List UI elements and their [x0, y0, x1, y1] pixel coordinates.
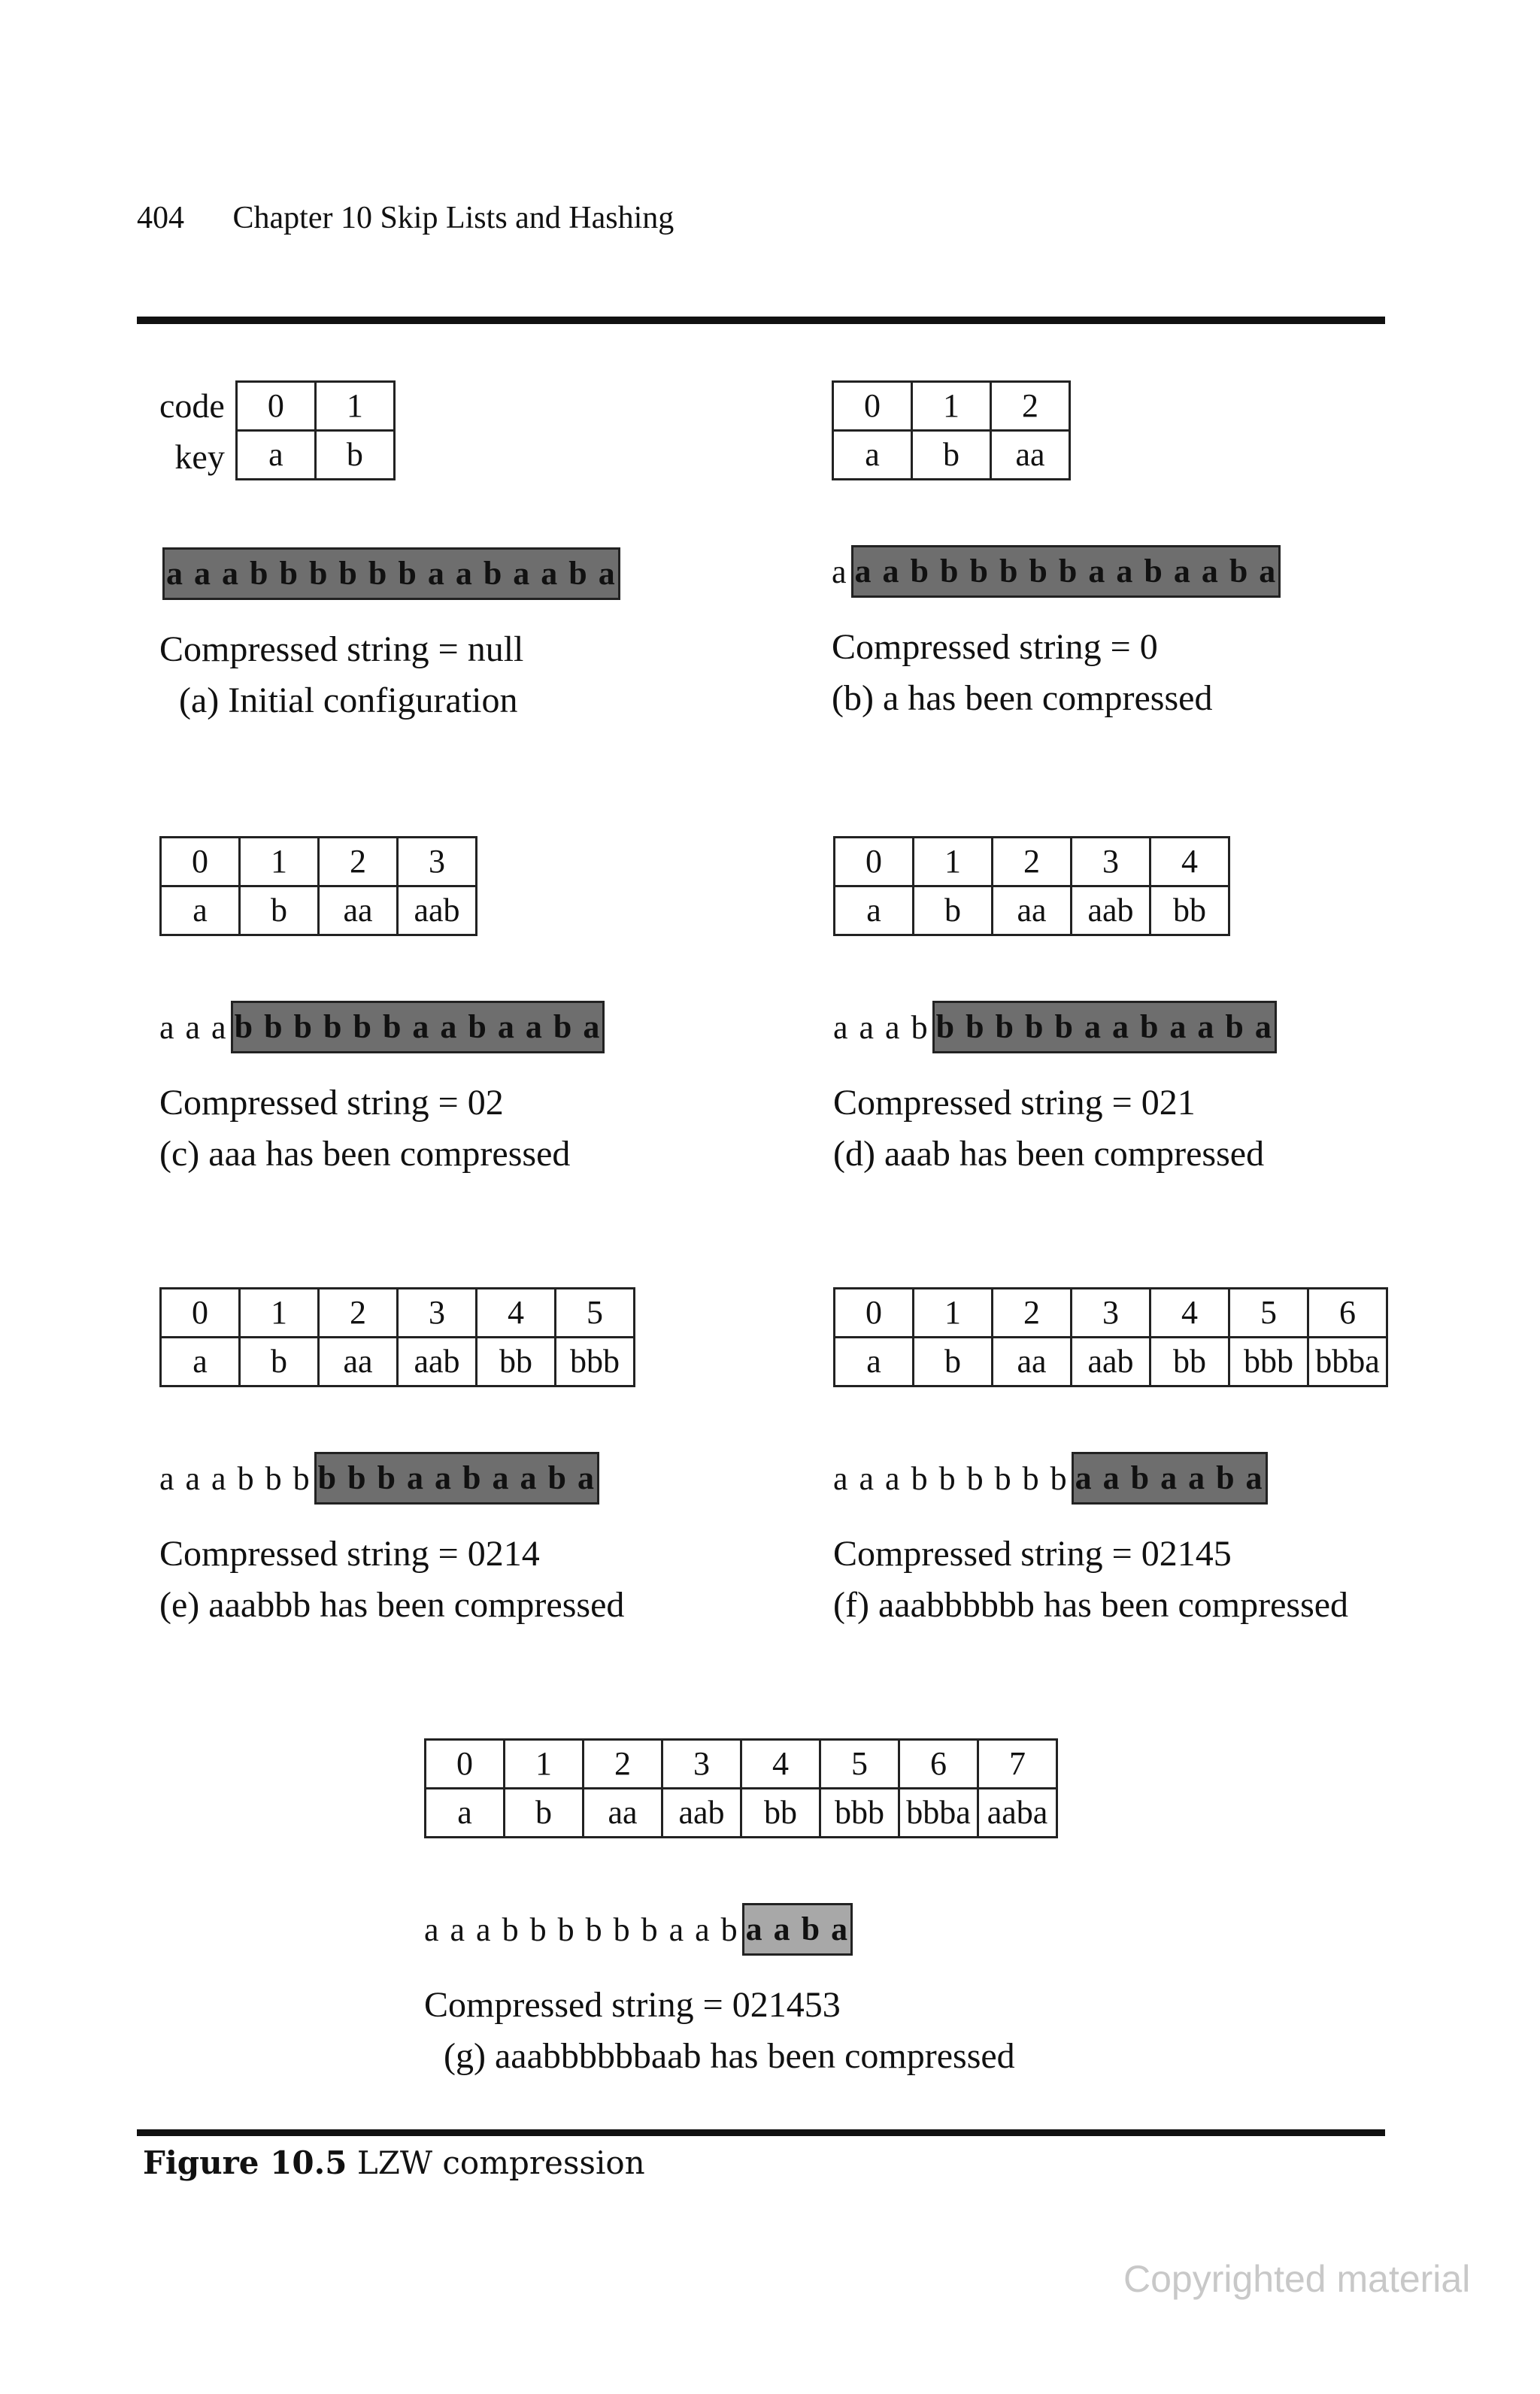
- code-cell: 3: [1072, 1289, 1150, 1338]
- code-cell: 0: [236, 382, 315, 431]
- key-cell: bbb: [1229, 1338, 1308, 1386]
- dictionary-block: [833, 836, 1277, 936]
- code-cell: 5: [556, 1289, 635, 1338]
- code-cell: 2: [584, 1740, 662, 1789]
- key-cell: aa: [319, 1338, 398, 1386]
- input-string: [159, 546, 620, 602]
- code-cell: 1: [912, 382, 991, 431]
- key-cell: a: [833, 431, 912, 480]
- dictionary-table: [235, 380, 396, 480]
- running-title: Chapter 10 Skip Lists and Hashing: [232, 201, 675, 235]
- code-cell: 6: [899, 1740, 978, 1789]
- key-cell: bb: [1150, 1338, 1229, 1386]
- key-cell: bb: [477, 1338, 556, 1386]
- subfigure-label: (d) aaab has been compressed: [833, 1134, 1265, 1174]
- panel-e: [159, 1287, 635, 1631]
- remaining-text: a a b a a b a: [1072, 1452, 1268, 1505]
- code-row: [835, 838, 1229, 886]
- key-cell: bbba: [1308, 1338, 1387, 1386]
- compressed-string: Compressed string = 021: [833, 1083, 1196, 1123]
- code-cell: 2: [319, 1289, 398, 1338]
- panel-caption: [833, 1529, 1388, 1631]
- panel-caption: [424, 1980, 1058, 2082]
- dictionary-table: [424, 1738, 1058, 1838]
- subfigure-label: (c) aaa has been compressed: [159, 1134, 571, 1174]
- code-cell: 1: [505, 1740, 584, 1789]
- dictionary-block: [159, 1287, 635, 1387]
- code-cell: 2: [319, 838, 398, 886]
- code-cell: 1: [914, 1289, 993, 1338]
- key-row: [426, 1789, 1057, 1838]
- figure-title: LZW compression: [356, 2144, 645, 2181]
- key-cell: b: [912, 431, 991, 480]
- code-cell: 1: [315, 382, 394, 431]
- code-row: [835, 1289, 1387, 1338]
- figure-number: Figure 10.5: [143, 2144, 347, 2181]
- key-cell: aab: [1072, 1338, 1150, 1386]
- compressed-string: Compressed string = null: [159, 629, 524, 669]
- dictionary-block: [159, 836, 605, 936]
- page-number: 404: [137, 201, 184, 235]
- consumed-text: a: [832, 553, 848, 590]
- subfigure-label: (e) aaabbb has been compressed: [159, 1585, 625, 1625]
- key-cell: aa: [993, 886, 1072, 935]
- dictionary-block: [159, 380, 620, 483]
- key-cell: aab: [1072, 886, 1150, 935]
- dictionary-table: [833, 836, 1230, 936]
- key-cell: a: [161, 1338, 240, 1386]
- key-cell: b: [240, 886, 319, 935]
- code-row: [161, 1289, 635, 1338]
- consumed-text: a a a b b b: [159, 1459, 311, 1497]
- compressed-string: Compressed string = 0214: [159, 1534, 540, 1574]
- bottom-rule: [137, 2129, 1385, 2136]
- row-labels: [159, 380, 225, 483]
- panel-g: [424, 1738, 1058, 2082]
- code-row: [236, 382, 394, 431]
- key-row: [835, 886, 1229, 935]
- subfigure-label: (f) aaabbbbbb has been compressed: [833, 1585, 1349, 1625]
- code-row: [833, 382, 1070, 431]
- remaining-text: b b b b b b a a b a a b a: [231, 1001, 605, 1053]
- code-cell: 0: [161, 838, 240, 886]
- key-cell: aab: [398, 886, 477, 935]
- panel-d: [833, 836, 1277, 1180]
- panel-caption: [833, 1077, 1277, 1180]
- code-cell: 7: [978, 1740, 1057, 1789]
- subfigure-label: (b) a has been compressed: [832, 678, 1213, 718]
- key-cell: a: [161, 886, 240, 935]
- key-cell: aa: [993, 1338, 1072, 1386]
- code-cell: 0: [426, 1740, 505, 1789]
- code-cell: 1: [240, 1289, 319, 1338]
- code-cell: 4: [741, 1740, 820, 1789]
- key-cell: b: [914, 1338, 993, 1386]
- key-row: [161, 886, 477, 935]
- input-string: [833, 1450, 1388, 1506]
- code-cell: 4: [1150, 838, 1229, 886]
- key-cell: aab: [398, 1338, 477, 1386]
- compressed-string: Compressed string = 021453: [424, 1985, 841, 2025]
- code-cell: 2: [991, 382, 1070, 431]
- dictionary-table: [159, 836, 477, 936]
- code-cell: 5: [820, 1740, 899, 1789]
- key-cell: aa: [991, 431, 1070, 480]
- remaining-text: b b b a a b a a b a: [314, 1452, 599, 1505]
- panel-a: [159, 380, 620, 726]
- code-cell: 1: [240, 838, 319, 886]
- consumed-text: a a a b b b b b b a a b: [424, 1911, 739, 1948]
- panel-caption: [159, 624, 620, 726]
- key-cell: b: [240, 1338, 319, 1386]
- panel-c: [159, 836, 605, 1180]
- input-string: [159, 1450, 635, 1506]
- key-row: [835, 1338, 1387, 1386]
- code-cell: 0: [161, 1289, 240, 1338]
- code-row: [426, 1740, 1057, 1789]
- top-rule: [137, 317, 1385, 324]
- figure-caption: [143, 2144, 645, 2181]
- code-cell: 4: [477, 1289, 556, 1338]
- key-cell: bbb: [556, 1338, 635, 1386]
- code-row: [161, 838, 477, 886]
- remaining-text: a a b b b b b b a a b a a b a: [851, 545, 1281, 598]
- code-label: code: [159, 386, 225, 425]
- dictionary-block: [833, 1287, 1388, 1387]
- key-cell: a: [236, 431, 315, 480]
- key-cell: a: [835, 1338, 914, 1386]
- panel-caption: [832, 622, 1281, 724]
- watermark: Copyrighted material: [1123, 2258, 1471, 2300]
- remaining-text: a a a b b b b b b a a b a a b a: [162, 547, 620, 600]
- code-cell: 2: [993, 838, 1072, 886]
- key-row: [161, 1338, 635, 1386]
- key-cell: a: [835, 886, 914, 935]
- dictionary-block: [424, 1738, 1058, 1838]
- dictionary-table: [832, 380, 1071, 480]
- consumed-text: a a a b: [833, 1008, 929, 1046]
- subfigure-label: (g) aaabbbbbbaab has been compressed: [444, 2036, 1015, 2076]
- key-label: key: [174, 438, 225, 476]
- key-cell: aa: [319, 886, 398, 935]
- panel-f: [833, 1287, 1388, 1631]
- dictionary-table: [833, 1287, 1388, 1387]
- page-header: [137, 200, 674, 236]
- code-cell: 0: [835, 838, 914, 886]
- dictionary-table: [159, 1287, 635, 1387]
- key-row: [236, 431, 394, 480]
- code-cell: 2: [993, 1289, 1072, 1338]
- key-cell: bb: [741, 1789, 820, 1838]
- key-cell: b: [914, 886, 993, 935]
- code-cell: 1: [914, 838, 993, 886]
- compressed-string: Compressed string = 0: [832, 627, 1158, 667]
- key-cell: bbb: [820, 1789, 899, 1838]
- consumed-text: a a a b b b b b b: [833, 1459, 1069, 1497]
- remaining-text: b b b b b a a b a a b a: [932, 1001, 1277, 1053]
- input-string: [159, 999, 605, 1055]
- panel-caption: [159, 1077, 605, 1180]
- code-cell: 3: [1072, 838, 1150, 886]
- consumed-text: a a a: [159, 1008, 228, 1046]
- code-cell: 3: [398, 838, 477, 886]
- key-cell: b: [505, 1789, 584, 1838]
- code-cell: 3: [398, 1289, 477, 1338]
- code-cell: 5: [1229, 1289, 1308, 1338]
- dictionary-block: [832, 380, 1281, 480]
- code-cell: 3: [662, 1740, 741, 1789]
- code-cell: 6: [1308, 1289, 1387, 1338]
- subfigure-label: (a) Initial configuration: [179, 680, 518, 720]
- key-cell: b: [315, 431, 394, 480]
- panel-b: [832, 380, 1281, 724]
- input-string: [833, 999, 1277, 1055]
- key-cell: a: [426, 1789, 505, 1838]
- key-cell: aab: [662, 1789, 741, 1838]
- input-string: [424, 1902, 1058, 1957]
- code-cell: 0: [835, 1289, 914, 1338]
- compressed-string: Compressed string = 02145: [833, 1534, 1232, 1574]
- key-cell: bbba: [899, 1789, 978, 1838]
- code-cell: 0: [833, 382, 912, 431]
- key-cell: aa: [584, 1789, 662, 1838]
- compressed-string: Compressed string = 02: [159, 1083, 504, 1123]
- key-cell: aaba: [978, 1789, 1057, 1838]
- code-cell: 4: [1150, 1289, 1229, 1338]
- input-string: [832, 544, 1281, 599]
- panel-caption: [159, 1529, 635, 1631]
- remaining-text: a a b a: [742, 1903, 853, 1956]
- key-cell: bb: [1150, 886, 1229, 935]
- key-row: [833, 431, 1070, 480]
